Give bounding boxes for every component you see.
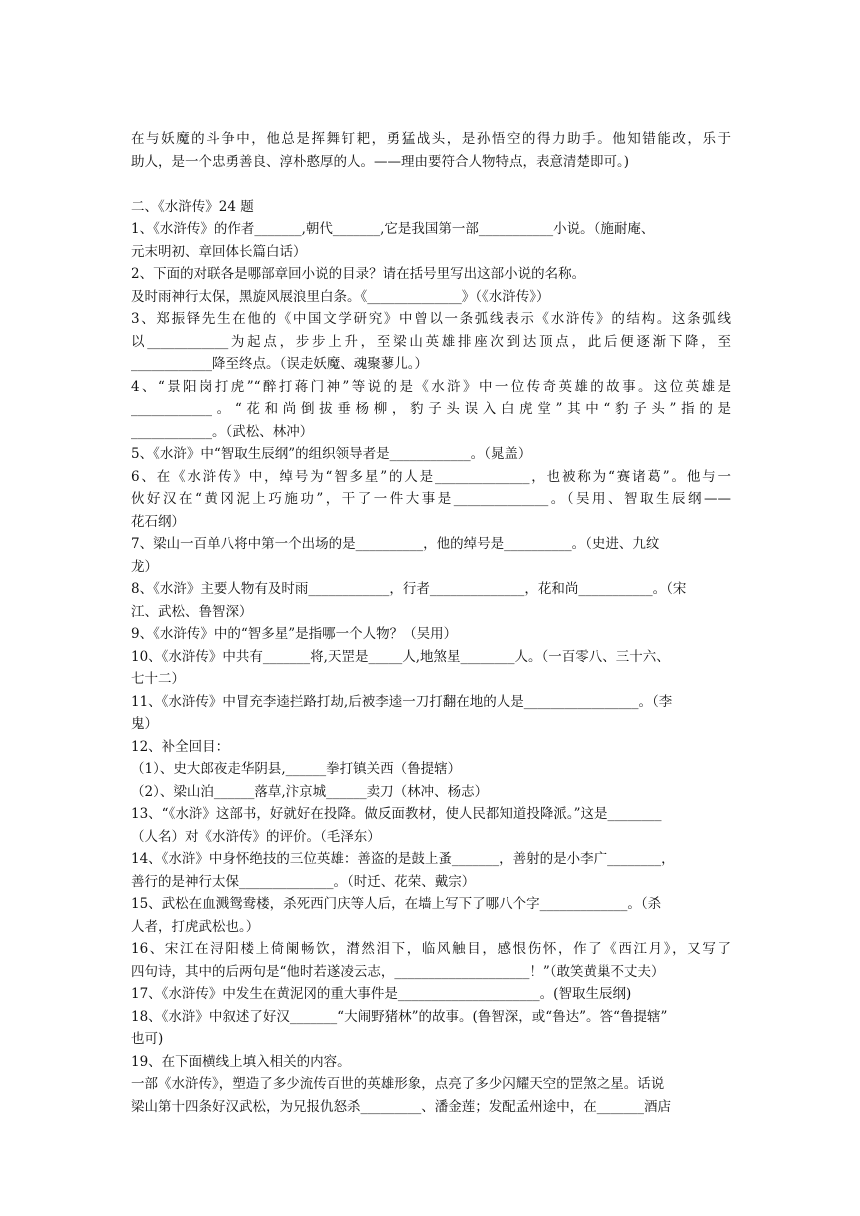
text-line: 19、在下面横线上填入相关的内容。 [131, 1053, 351, 1070]
text-line: 4、“景阳岗打虎”“醉打蒋门神”等说的是《水浒》中一位传奇英雄的故事。这位英雄是 [131, 378, 731, 395]
text-line: 七十二） [131, 671, 185, 687]
text-line: ____________降至终点。（误走妖魔、魂聚蓼儿。） [131, 356, 428, 372]
text-line: 12、补全回目： [131, 738, 230, 755]
text-line: 元末明初、章回体长篇白话） [131, 243, 307, 260]
text-line: 15、武松在血溅鸳鸯楼，杀死西门庆等人后，在墙上写下了哪八个字_____________。（杀 [131, 896, 662, 912]
text-line: 16、宋江在浔阳楼上倚阑畅饮，潸然泪下，临风触目，感恨伤怀，作了《西江月》，又写了 [131, 941, 731, 957]
text-line: ____________。（武松、林冲） [131, 423, 314, 440]
text-line: （2）、梁山泊______落草,汴京城______卖刀（林冲、杨志） [131, 783, 489, 800]
text-line: 6、在《水浒传》中，绰号为“智多星”的人是______________，也被称为“赛诸葛”。他与一 [131, 468, 731, 485]
document-page [131, 128, 731, 1118]
text-line: 7、梁山一百单八将中第一个出场的是__________，他的绰号是__________。（史进、九纹 [131, 536, 660, 552]
text-line: 18、《水浒》中叙述了好汉_______“大闹野猪林”的故事。(鲁智深，或“鲁达”。答“鲁提辖” [131, 1008, 668, 1025]
text-line: ____________。“花和尚倒拔垂杨柳，豹子头误入白虎堂”其中“豹子头”指的是 [131, 401, 731, 417]
text-line: 梁山第十四条好汉武松，为兄报仇怒杀_________、潘金莲；发配孟州途中，在_______酒店 [131, 1098, 671, 1115]
text-line: 伙好汉在“黄冈泥上巧施功”，干了一件大事是______________。（吴用、智取生辰纲—— [131, 491, 731, 507]
text-line: 17、《水浒传》中发生在黄泥冈的重大事件是_____________________。(智取生辰纲) [131, 986, 632, 1002]
text-line: 2、下面的对联各是哪部章回小说的目录？请在括号里写出这部小说的名称。 [131, 266, 586, 282]
text-line: 江、武松、鲁智深） [131, 603, 253, 620]
text-line: 在与妖魔的斗争中，他总是挥舞钉耙，勇猛战头，是孙悟空的得力助手。他知错能改，乐于 [131, 131, 731, 147]
text-line: 3、郑振铎先生在他的《中国文学研究》中曾以一条弧线表示《水浒传》的结构。这条弧线 [131, 311, 731, 327]
text-line: 以____________为起点，步步上升，至梁山英雄排座次到达顶点，此后便逐渐下降，至 [131, 333, 731, 350]
text-body [131, 128, 731, 1118]
text-line: 龙） [131, 558, 158, 575]
text-line: 二、《水浒传》24 题 [131, 198, 254, 215]
text-line: 9、《水浒传》中的“智多星”是指哪一个人物？（吴用） [131, 626, 458, 642]
text-line: 也可) [131, 1031, 164, 1047]
text-line: 花石纲） [131, 513, 185, 530]
text-line: 一部《水浒传》，塑造了多少流传百世的英雄形象，点亮了多少闪耀天空的罡煞之星。话说 [131, 1076, 665, 1092]
text-line: 助人，是一个忠勇善良、淳朴憨厚的人。——理由要符合人物特点，表意清楚即可。) [131, 153, 630, 170]
text-line: 善行的是神行太保______________。（时迁、花荣、戴宗） [131, 873, 476, 890]
text-line: 14、《水浒》中身怀绝技的三位英雄：善盗的是鼓上蚤_______，善射的是小李广________， [131, 851, 675, 867]
text-line: （人名）对《水浒传》的评价。（毛泽东） [131, 828, 381, 845]
text-line: 10、《水浒传》中共有_______将,天罡是_____人,地煞星________人。（一百零八、三十六、 [131, 648, 670, 665]
text-line: 四句诗，其中的后两句是“他时若遂凌云志，____________________！”（敢笑黄巢不丈夫） [131, 963, 665, 980]
text-line: 11、《水浒传》中冒充李逵拦路打劫,后被李逵一刀打翻在地的人是_________________。（李 [131, 693, 673, 710]
text-line: 13、“《水浒》这部书，好就好在投降。做反面教材，使人民都知道投降派。”这是________ [131, 806, 662, 822]
text-line: 鬼） [131, 716, 158, 732]
text-line: 1、《水浒传》的作者_______,朝代_______,它是我国第一部___________小说。（施耐庵、 [131, 221, 655, 237]
blank-line [131, 173, 731, 196]
text-line: 及时雨神行太保，黑旋风展浪里白条。《______________》（《水浒传》） [131, 288, 550, 305]
text-line: 8、《水浒》主要人物有及时雨____________，行者______________，花和尚___________。（宋 [131, 581, 687, 597]
text-line: （1）、史大郎夜走华阴县,______拳打镇关西（鲁提辖） [131, 761, 462, 777]
text-line: 5、《水浒》中“智取生辰纲”的组织领导者是____________。（晁盖） [131, 446, 532, 462]
text-line: 人者，打虎武松也。） [131, 918, 260, 935]
